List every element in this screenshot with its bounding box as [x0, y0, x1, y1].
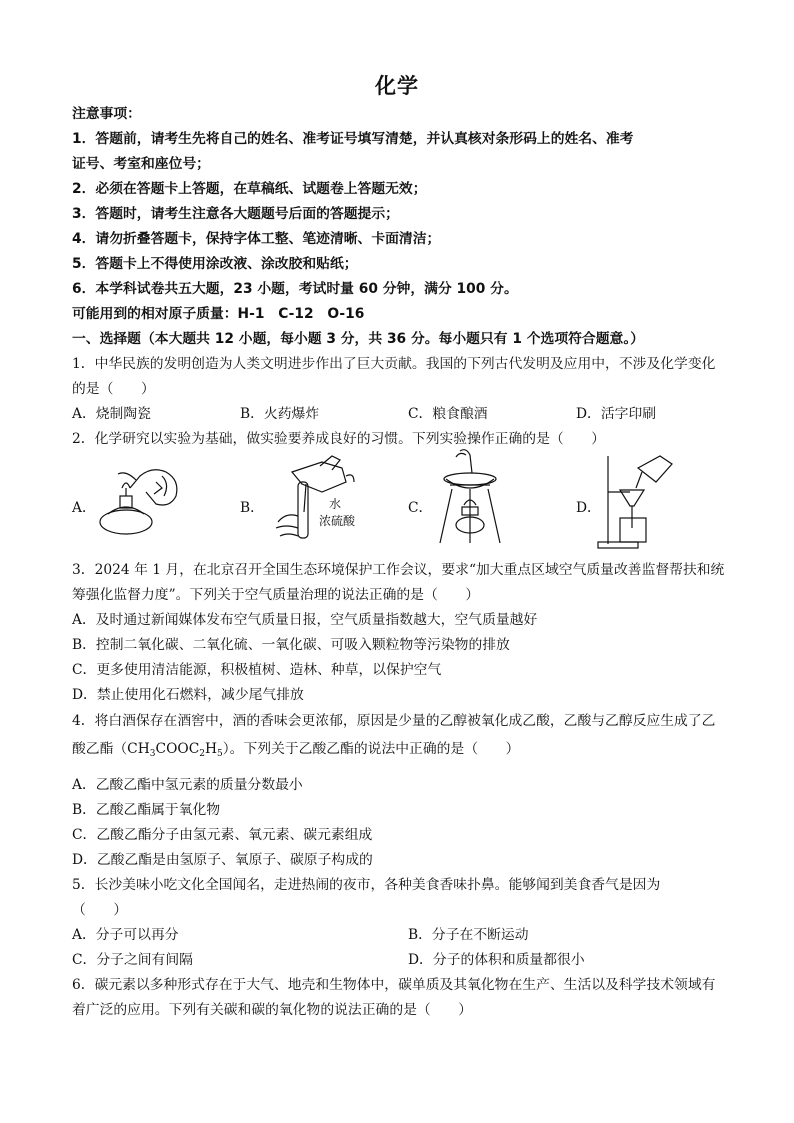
formula-sub-3: 5 [217, 749, 223, 759]
q3-option-c: C．更多使用清洁能源，积极植树、造林、种草，以保护空气 [72, 662, 442, 678]
q3-option-a: A．及时通过新闻媒体发布空气质量日报，空气质量指数越大，空气质量越好 [72, 612, 538, 628]
q6-stem-cont: 着广泛的应用。下列有关碳和碳的氧化物的说法正确的是（ ） [72, 1002, 473, 1018]
q2-label-a: A． [72, 500, 96, 516]
section-heading: 一、选择题（本大题共 12 小题，每小题 3 分，共 36 分。每小题只有 1 个选项符合题意。） [72, 331, 645, 347]
q2-stem: 2．化学研究以实验为基础，做实验要养成良好的习惯。下列实验操作正确的是（ ） [72, 431, 606, 447]
formula-mid-2: H [205, 741, 218, 757]
notice-item-1-cont: 证号、考室和座位号； [72, 156, 210, 172]
formula-mid: COOC [155, 741, 200, 757]
q5-option-d: D．分子的体积和质量都很小 [408, 952, 585, 968]
q3-option-b: B．控制二氧化碳、二氧化硫、一氧化碳、可吸入颗粒物等污染物的排放 [72, 637, 510, 653]
q1-stem: 1．中华民族的发明创造为人类文明进步作出了巨大贡献。我国的下列古代发明及应用中，不涉及化学变化 [72, 356, 716, 372]
notice-item-3: 3．答题时，请考生注意各大题题号后面的答题提示； [72, 206, 399, 222]
q1-stem-cont: 的是（ ） [72, 381, 155, 397]
q4-option-d: D．乙酸乙酯是由氢原子、氧原子、碳原子构成的 [72, 852, 373, 868]
q2-label-c: C． [408, 500, 433, 516]
q3-option-d: D．禁止使用化石燃料，减少尾气排放 [72, 687, 304, 703]
fig-b-acid-label: 浓硫酸 [319, 514, 356, 528]
q2-label-d: D． [576, 500, 601, 516]
dilution-figure [262, 452, 362, 547]
q5-option-a: A．分子可以再分 [72, 927, 179, 943]
evaporation-figure [430, 445, 510, 547]
q4-stem-pre: 酸乙酯（CH [72, 741, 150, 757]
fig-b-water-label: 水 [329, 497, 342, 511]
q5-option-b: B．分子在不断运动 [408, 927, 529, 943]
notice-item-4: 4．请勿折叠答题卡，保持字体工整、笔迹清晰、卡面清洁； [72, 231, 441, 247]
q4-stem-cont [72, 739, 519, 759]
q1-option-d: D．活字印刷 [576, 406, 657, 422]
notice-item-5: 5．答题卡上不得使用涂改液、涂改胶和贴纸； [72, 256, 358, 272]
q1-option-b: B．火药爆炸 [240, 406, 320, 422]
q3-stem: 3．2024 年 1 月，在北京召开全国生态环境保护工作会议，要求“加大重点区域空气质量改善监督帮扶和统 [72, 562, 725, 578]
q5-option-c: C．分子之间有间隔 [72, 952, 193, 968]
q1-option-c: C．粮食酿酒 [408, 406, 488, 422]
q4-option-c: C．乙酸乙酯分子由氢元素、氧元素、碳元素组成 [72, 827, 373, 843]
notice-heading: 注意事项： [72, 106, 141, 122]
formula-sub-1: 3 [149, 749, 156, 759]
q3-stem-cont: 筹强化监督力度”。下列关于空气质量治理的说法正确的是（ ） [72, 587, 480, 603]
q4-option-b: B．乙酸乙酯属于氧化物 [72, 802, 221, 818]
q4-option-a: A．乙酸乙酯中氢元素的质量分数最小 [72, 777, 303, 793]
notice-item-2: 2．必须在答题卡上答题，在草稿纸、试题卷上答题无效； [72, 181, 427, 197]
q4-stem-post: ）。下列关于乙酸乙酯的说法中正确的是（ ） [222, 741, 520, 757]
q2-label-b: B． [240, 500, 264, 516]
atomic-masses: 可能用到的相对原子质量：H-1 C-12 O-16 [72, 306, 365, 322]
filtration-figure [596, 452, 676, 552]
q5-stem: 5．长沙美味小吃文化全国闻名，走进热闹的夜市，各种美食香味扑鼻。能够闻到美食香气是因为 [72, 877, 661, 893]
notice-item-1: 1．答题前，请考生先将自己的姓名、准考证号填写清楚，并认真核对条形码上的姓名、准考 [72, 131, 634, 147]
q4-stem: 4．将白酒保存在酒窖中，酒的香味会更浓郁，原因是少量的乙醇被氧化成乙酸，乙酸与乙醇反应生成了乙 [72, 713, 716, 729]
q5-stem-cont: （ ） [72, 902, 128, 918]
alcohol-lamp-figure [96, 452, 186, 547]
notice-item-6: 6．本学科试卷共五大题，23 小题，考试时量 60 分钟，满分 100 分。 [72, 281, 518, 297]
q1-option-a: A．烧制陶瓷 [72, 406, 151, 422]
page-title: 化学 [375, 74, 419, 98]
q6-stem: 6．碳元素以多种形式存在于大气、地壳和生物体中，碳单质及其氧化物在生产、生活以及科学技术领域有 [72, 977, 716, 993]
formula-sub-2: 2 [199, 749, 205, 759]
